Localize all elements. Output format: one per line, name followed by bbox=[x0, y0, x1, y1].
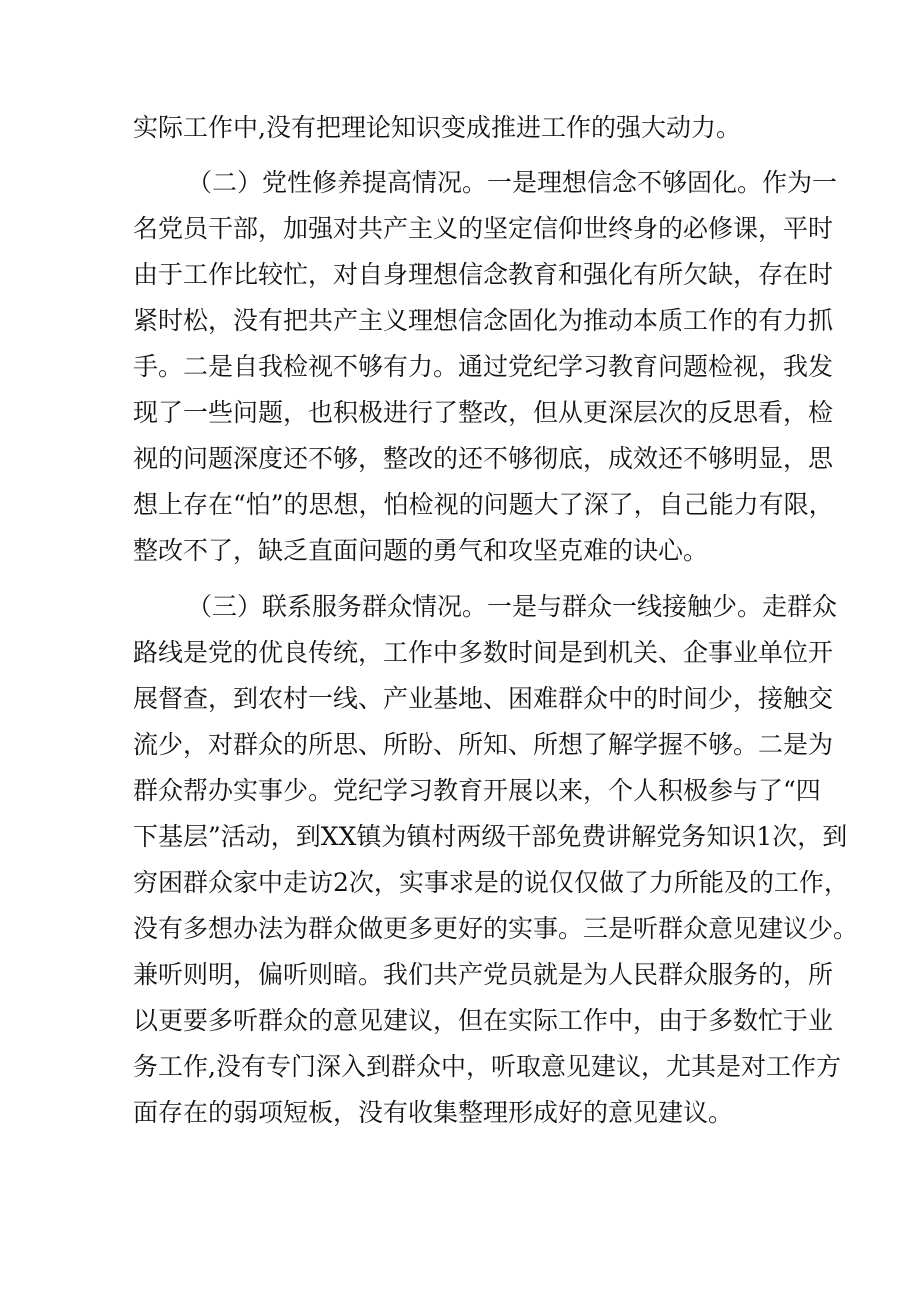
text-line: 想上存在“怕”的思想，怕检视的问题大了深了，自己能力有限， bbox=[133, 490, 834, 519]
section-heading-line: （三）联系服务群众情况。一是与群众一线接触少。走群众 bbox=[187, 592, 838, 621]
section-heading-line: （二）党性修养提高情况。一是理想信念不够固化。作为一 bbox=[187, 168, 838, 197]
text-line: 由于工作比较忙，对自身理想信念教育和强化有所欠缺，存在时 bbox=[133, 260, 834, 289]
text-line: 视的问题深度还不够，整改的还不够彻底，成效还不够明显，思 bbox=[133, 444, 834, 473]
text-line: 兼听则明，偏听则暗。我们共产党员就是为人民群众服务的，所 bbox=[133, 960, 834, 989]
text-line: 群众帮办实事少。党纪学习教育开展以来，个人积极参与了“四 bbox=[133, 776, 821, 805]
text-line: 实际工作中,没有把理论知识变成推进工作的强大动力。 bbox=[133, 113, 741, 142]
text-line: 下基层”活动，到XX镇为镇村两级干部免费讲解党务知识1次，到 bbox=[133, 822, 848, 851]
text-line: 展督查，到农村一线、产业基地、困难群众中的时间少，接触交 bbox=[133, 684, 834, 713]
text-line: 名党员干部，加强对共产主义的坚定信仰世终身的必修课，平时 bbox=[133, 214, 834, 243]
text-line: 路线是党的优良传统，工作中多数时间是到机关、企事业单位开 bbox=[133, 638, 834, 667]
text-line: 面存在的弱项短板，没有收集整理形成好的意见建议。 bbox=[133, 1098, 734, 1127]
text-line: 务工作,没有专门深入到群众中，听取意见建议，尤其是对工作方 bbox=[133, 1052, 841, 1081]
text-line: 现了一些问题，也积极进行了整改，但从更深层次的反思看，检 bbox=[133, 398, 834, 427]
text-line: 紧时松，没有把共产主义理想信念固化为推动本质工作的有力抓 bbox=[133, 306, 834, 335]
text-line: 流少，对群众的所思、所盼、所知、所想了解学握不够。二是为 bbox=[133, 730, 834, 759]
text-line: 以更要多听群众的意见建议，但在实际工作中，由于多数忙于业 bbox=[133, 1006, 834, 1035]
text-line: 整改不了，缺乏直面问题的勇气和攻坚克难的诀心。 bbox=[133, 536, 709, 565]
text-line: 手。二是自我检视不够有力。通过党纪学习教育问题检视，我发 bbox=[133, 352, 834, 381]
text-line: 没有多想办法为群众做更多更好的实事。三是听群众意见建议少。 bbox=[133, 914, 859, 943]
text-line: 穷困群众家中走访2次，实事求是的说仅仅做了力所能及的工作， bbox=[133, 868, 849, 897]
